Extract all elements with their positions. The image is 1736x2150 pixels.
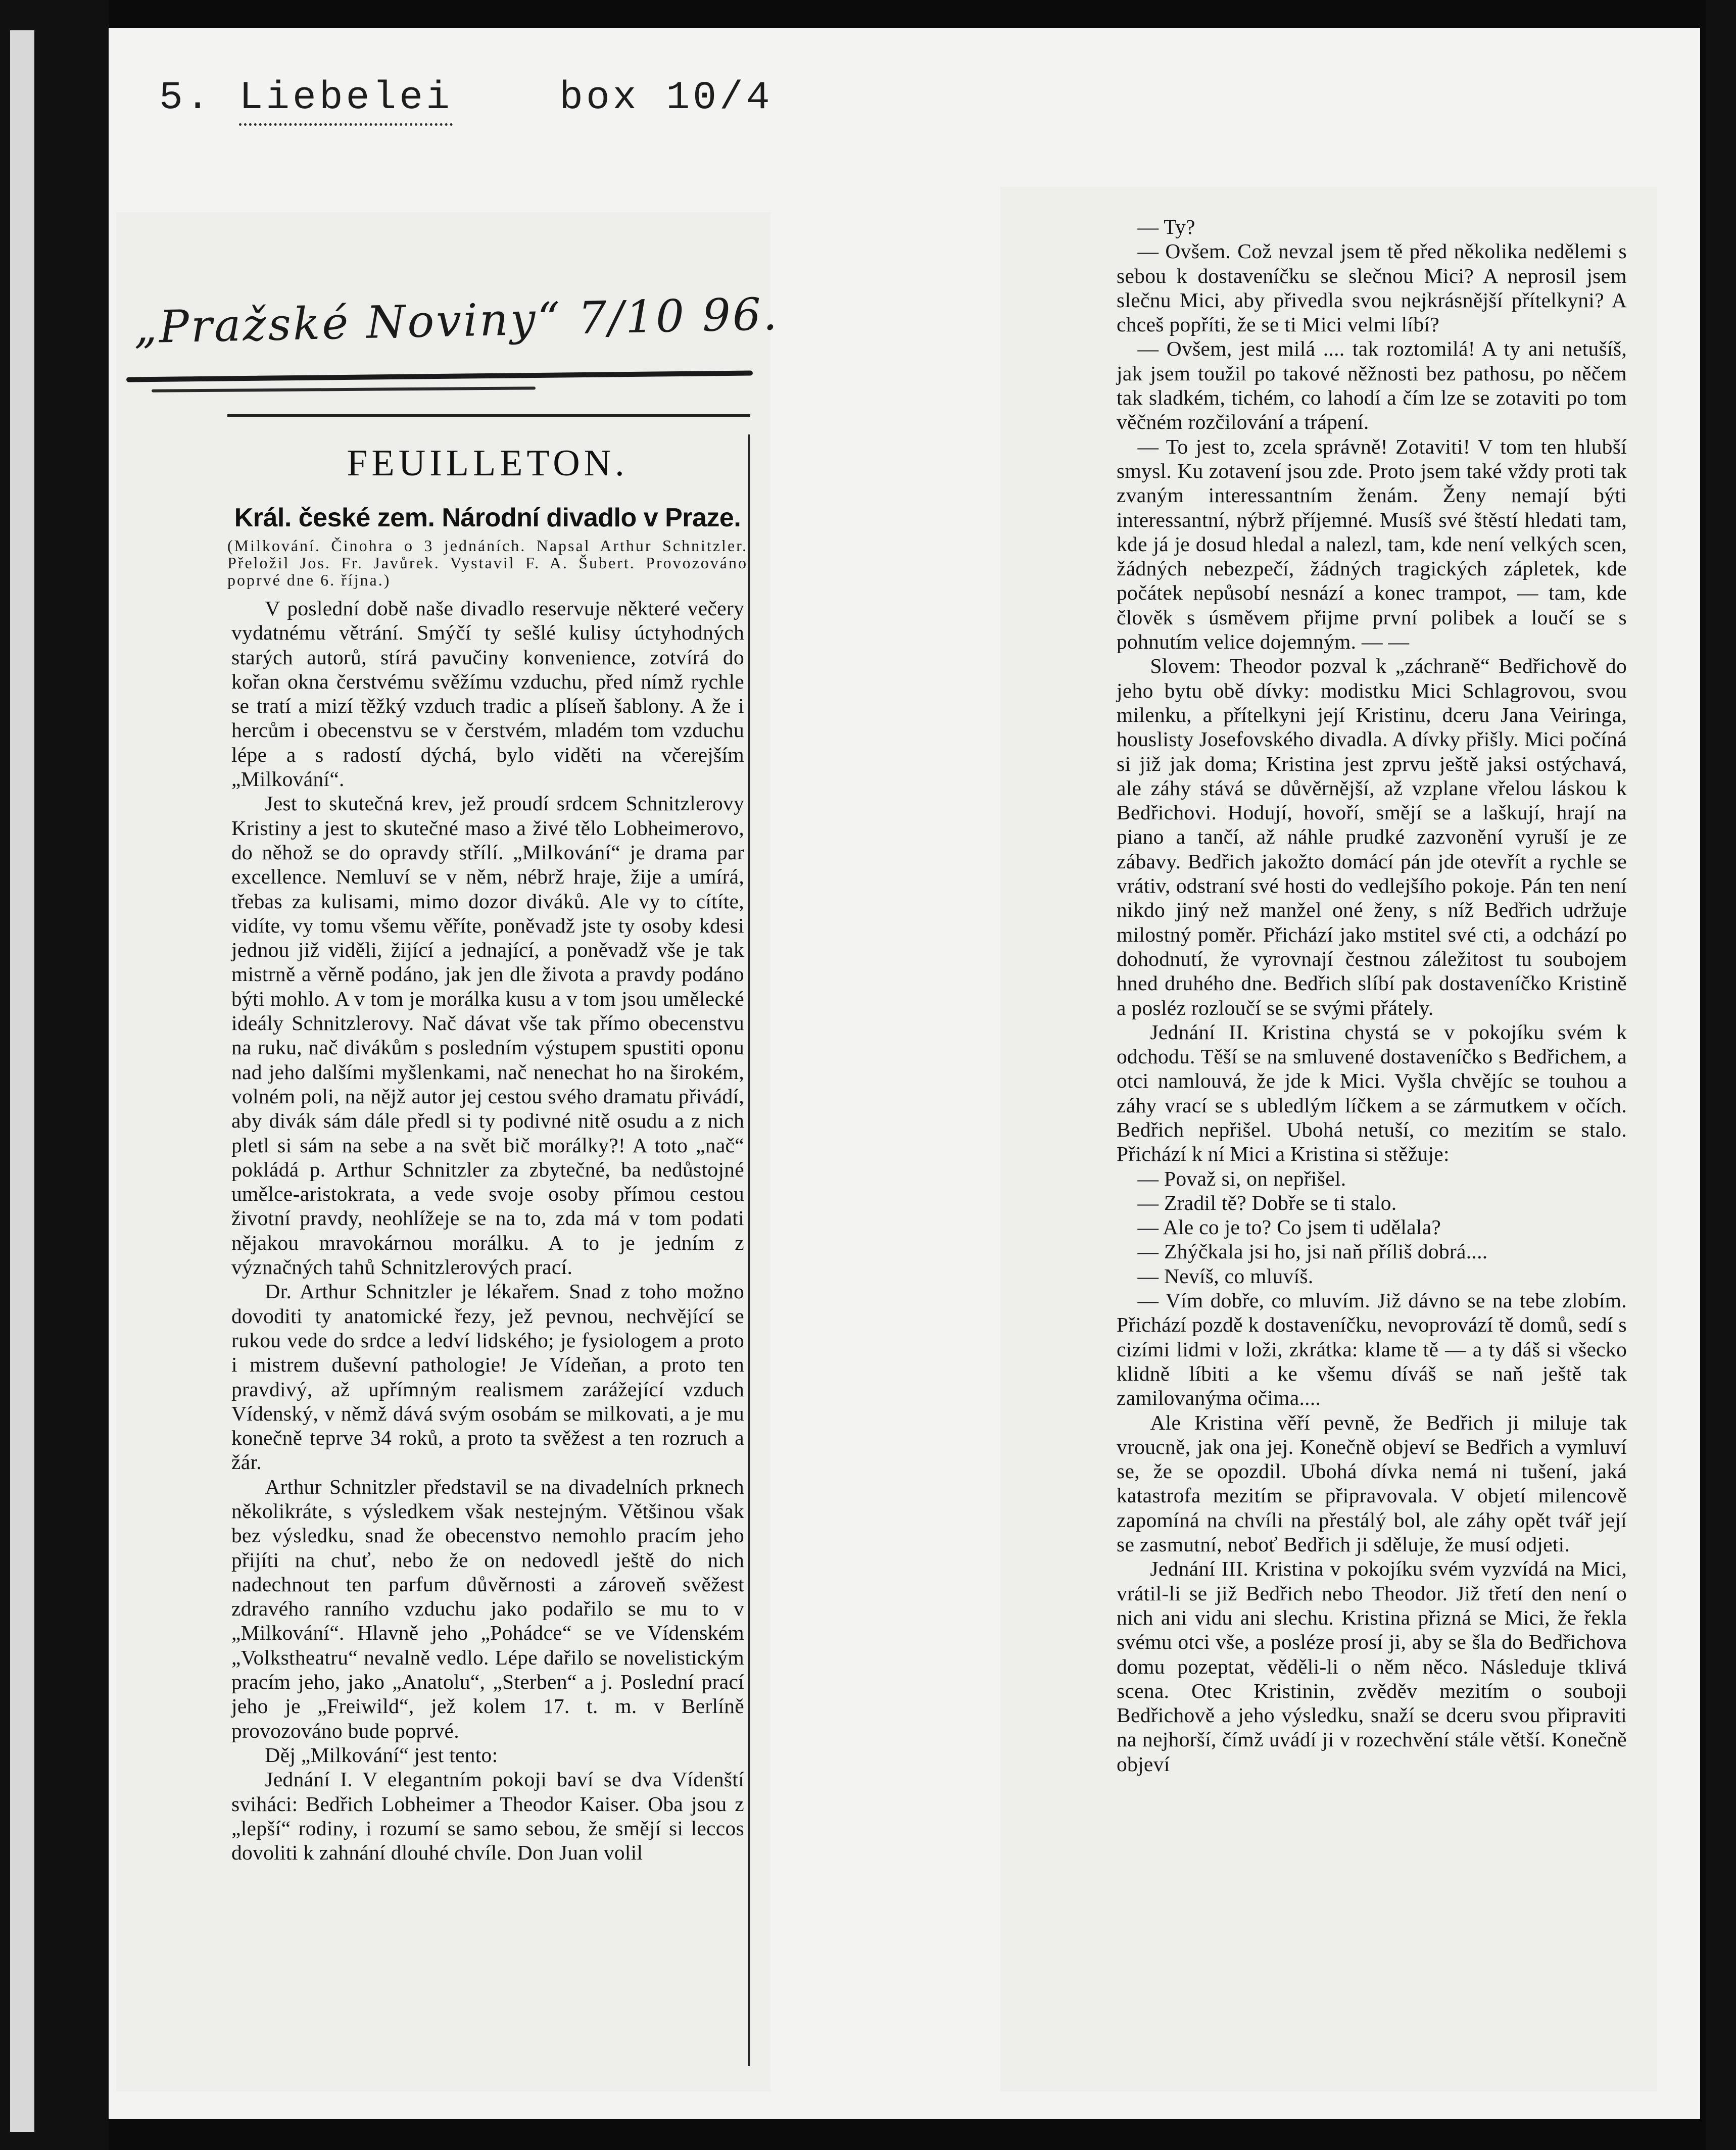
paragraph: — Nevíš, co mluvíš. (1137, 1264, 1314, 1288)
left-column (231, 596, 744, 1865)
label-box: box 10/4 (559, 76, 773, 120)
paragraph: — Považ si, on nepřišel. (1137, 1166, 1346, 1190)
paragraph: Jest to skutečná krev, jež proudí srdcem Schnitzlerovy Kristiny a jest to skutečné maso a živé tělo Lobheimerovo, do něhož se do opravdy střílí. „Milkování“ je drama par excellence. Nemluví se v něm, nébrž hraje, žije a umírá, třebas za kulisami, mimo dozor diváků. Ale vy to cítíte, vidíte, vy tomu všemu věříte, poněvadž jste ty osoby kdesi jednou již viděli, žijící a jednající, a poněvadž vše je tak mistrně a věrně podáno, jak jen dle života a pravdy podáno býti mohlo. A v tom je morálka kusu a v tom jsou umělecké ideály Schnitzlerovy. Nač dávat vše tak přímo obecenstvu na ruku, nač divákům s posledním výstupem spustiti oponu nad jeho dalšími myšlenkami, nač nenechat ho na širokém, volném poli, na nějž autor jej cestou svého dramatu přivádí, aby divák sám dále předl si ty podivné nitě osudu a z nich pletl si sám na sebe a na svět bič morálky?! A toto „nač“ pokládá p. Arthur Schnitzler za zbytečné, ba nedůstojné umělce-aristokrata, a vede svoje osoby přímou cestou životní pravdy, neohlížeje se na to, zda má v tom podati nějakou mravokárnou morálku. A to je jedním z význačných tahů Schnitzlerových prací. (231, 792, 744, 1279)
label-title: Liebelei (239, 76, 452, 126)
paragraph: — Ale co je to? Co jsem ti udělala? (1137, 1215, 1441, 1239)
paragraph: Jednání II. Kristina chystá se v pokojíku svém k odchodu. Těší se na smluvené dostaveníčko s Bedřichem, a otci namlouvá, že jde k Mici. Vyšla chvějíc se touhou a záhy vrací se s ubledlým líčkem a se zármutkem v očích. Bedřich nepřišel. Ubohá netuší, co mezitím se stalo. Přichází k ní Mici a Kristina si stěžuje: (1117, 1020, 1627, 1166)
right-column (1117, 215, 1627, 1776)
paragraph: Jednání III. Kristina v pokojíku svém vyzvídá na Mici, vrátil-li se již Bedřich nebo Theodor. Již třetí den není o nich ani vidu ani slechu. Kristina přizná se Mici, že řekla svému otci vše, a posléze prosí ji, aby se šla do Bedřichova domu pozeptat, věděli-li o něm něco. Následuje tklivá scena. Otec Kristinin, zvěděv mezitím o souboji Bedřichově a jeho výsledku, snaží se dceru svou připraviti na nejhorší, čímž uvádí ji v rozechvění stále větší. Konečně objeví (1117, 1557, 1627, 1776)
label-number: 5. (159, 76, 213, 120)
article-byline: (Milkování. Činohra o 3 jednáních. Napsal Arthur Schnitzler. Přeložil Jos. Fr. Javůrek. Vystavil F. A. Šubert. Provozováno poprvé dne 6. října.) (227, 536, 748, 589)
scan-border-left (0, 0, 109, 2150)
column-divider (748, 434, 750, 2066)
paragraph: — To jest to, zcela správně! Zotaviti! V tom ten hlubší smysl. Ku zotavení jsou zde. Proto jsem také vždy proti tak zvaným interessantním ženám. Ženy nemají býti interessantní, nýbrž příjemné. Musíš své štěstí hledati tam, kde já je dosud hledal a nalezl, tam, kde není velkých scen, žádných nebezpečí, žádných tragických zápletek, kde počátek nepůsobí nesnází a konec trampot, — tam, kde člověk s úsměvem přijme první polibek a loučí se s pohnutím velice dojemným. — — (1117, 434, 1627, 654)
paragraph: Arthur Schnitzler představil se na divadelních prknech několikráte, s výsledkem však nestejným. Většinou však bez výsledku, snad že obecenstvo nemohlo pracím jeho přijíti na chuť, nebo že on nedovedl ještě do nich nadechnout ten parfum důvěrnosti a zároveň svěžest zdravého ranního vzduchu jako podařilo se mu to v „Milkování“. Hlavně jeho „Pohádce“ se ve Vídenském „Volkstheatru“ nevalně vedlo. Lépe dařilo se novelistickým pracím jeho, jako „Anatolu“, „Sterben“ a j. Poslední prací jeho je „Freiwild“, jež kolem 17. t. m. v Berlíně provozováno bude poprvé. (231, 1475, 744, 1742)
paragraph: — Ty? (1137, 215, 1195, 238)
handwritten-source-note: „Pražské Noviny“ 7/10 96. (133, 287, 780, 354)
article-heading: Král. české zem. Národní divadlo v Praze. (234, 503, 741, 532)
paragraph: Děj „Milkování“ jest tento: (265, 1743, 498, 1767)
paragraph: — Zradil tě? Dobře se ti stalo. (1137, 1191, 1397, 1214)
scan-border-right (1706, 0, 1736, 2150)
paragraph: Ale Kristina věří pevně, že Bedřich ji miluje tak vroucně, jak ona jej. Konečně objeví se Bedřich a vymluví se, že se opozdil. Ubohá dívka nemá ni tušení, jaká katastrofa mezitím se připravovala. V objetí milencově zapomíná na chvíli na přestálý bol, ale záhy opět tvář její se zasmutní, neboť Bedřich ji sděluje, že musí odjeti. (1117, 1410, 1627, 1556)
paragraph: V poslední době naše divadlo reservuje některé večery vydatnému větrání. Smýčí ty sešlé kulisy úctyhodných starých autorů, stírá pavučiny konvenience, zotvírá do kořan okna čerstvému svěžímu vzduchu, před nímž rychle se tratí a mizí těžký vzduch tradic a plíseň šablony. A že i hercům i obecenstvu se v čerstvém, mladém tom vzduchu lépe a s radostí dýchá, bylo viděti na včerejším „Milkování“. (231, 597, 744, 791)
card-label (159, 76, 773, 120)
scan-edge-strip (10, 30, 34, 2132)
paragraph: Slovem: Theodor pozval k „záchraně“ Bedřichově do jeho bytu obě dívky: modistku Mici Schlagrovou, svou milenku, a přítelkyni její Kristinu, dceru Jana Veiringa, houslisty Josefovského divadla. A dívky přišly. Mici počíná si již jak doma; Kristina jest zprvu ještě jaksi ostýchavá, ale záhy stává se důvěrnější, až vzplane vřelou láskou k Bedřichovi. Hodují, hovoří, smějí se a laškují, hrají na piano a tančí, až náhle prudké zazvonění vyruší je ze zábavy. Bedřich jakožto domácí pán jde otevřít a rychle se vrátiv, odstraní své hosti do vedlejšího pokoje. Pán ten není nikdo jiný než manžel oné ženy, s níž Bedřich udržuje milostný poměr. Přichází jako mstitel své cti, a odchází po dohodnutí, že vyrovnají čestnou záležitost tu soubojem hned druhého dne. Bedřich slíbí pak dostaveníčko Kristině a posléz rozloučí se se svými přátely. (1117, 654, 1627, 1019)
paragraph: — Ovšem. Což nevzal jsem tě před několika nedělemi s sebou k dostaveníčku se slečnou Mici? A neprosil jsem slečnu Mici, aby přivedla svou nejkrásnější přítelkyni? A chceš popříti, že se ti Mici velmi líbí? (1117, 239, 1627, 336)
paragraph: Dr. Arthur Schnitzler je lékařem. Snad z toho možno dovoditi ty anatomické řezy, jež pevnou, nechvějící se rukou vede do srdce a ledví lidského; je fysiologem a proto i mistrem duševní pathologie! Je Vídeňan, a proto ten pravdivý, až upřímným realismem zarážející vzduch Vídenský, v němž dává svým osobám se milkovati, a je mu konečně teprve 34 roků, a proto ta svěžest a ten rozruch a žár. (231, 1280, 744, 1474)
paragraph: — Vím dobře, co mluvím. Již dávno se na tebe zlobím. Přichází pozdě k dostaveníčku, nevoprovází tě domů, sedí s cizími lidmi v loži, zkrátka: klame tě — a ty dáš si všecko klidně líbiti a ke všemu díváš se naň ještě tak zamilovanýma očima.... (1117, 1289, 1627, 1410)
feuilleton-title: FEUILLETON. (347, 443, 629, 484)
paragraph: — Ovšem, jest milá .... tak roztomilá! A ty ani netušíš, jak jsem toužil po takové něžnosti bez pathosu, po něčem tak sladkém, tichém, co lahodí a čím lze se zotaviti po tom věčném rozčilování a trápení. (1117, 337, 1627, 434)
paragraph: Jednání I. V elegantním pokoji baví se dva Vídenští sviháci: Bedřich Lobheimer a Theodor Kaiser. Oba jsou z „lepší“ rodiny, i rozumí se samo sebou, že smějí si leccos dovoliti k zahnání dlouhé chvíle. Don Juan volil (231, 1768, 744, 1865)
paragraph: — Zhýčkala jsi ho, jsi naň příliš dobrá.... (1137, 1240, 1488, 1263)
column-top-rule (227, 414, 750, 417)
